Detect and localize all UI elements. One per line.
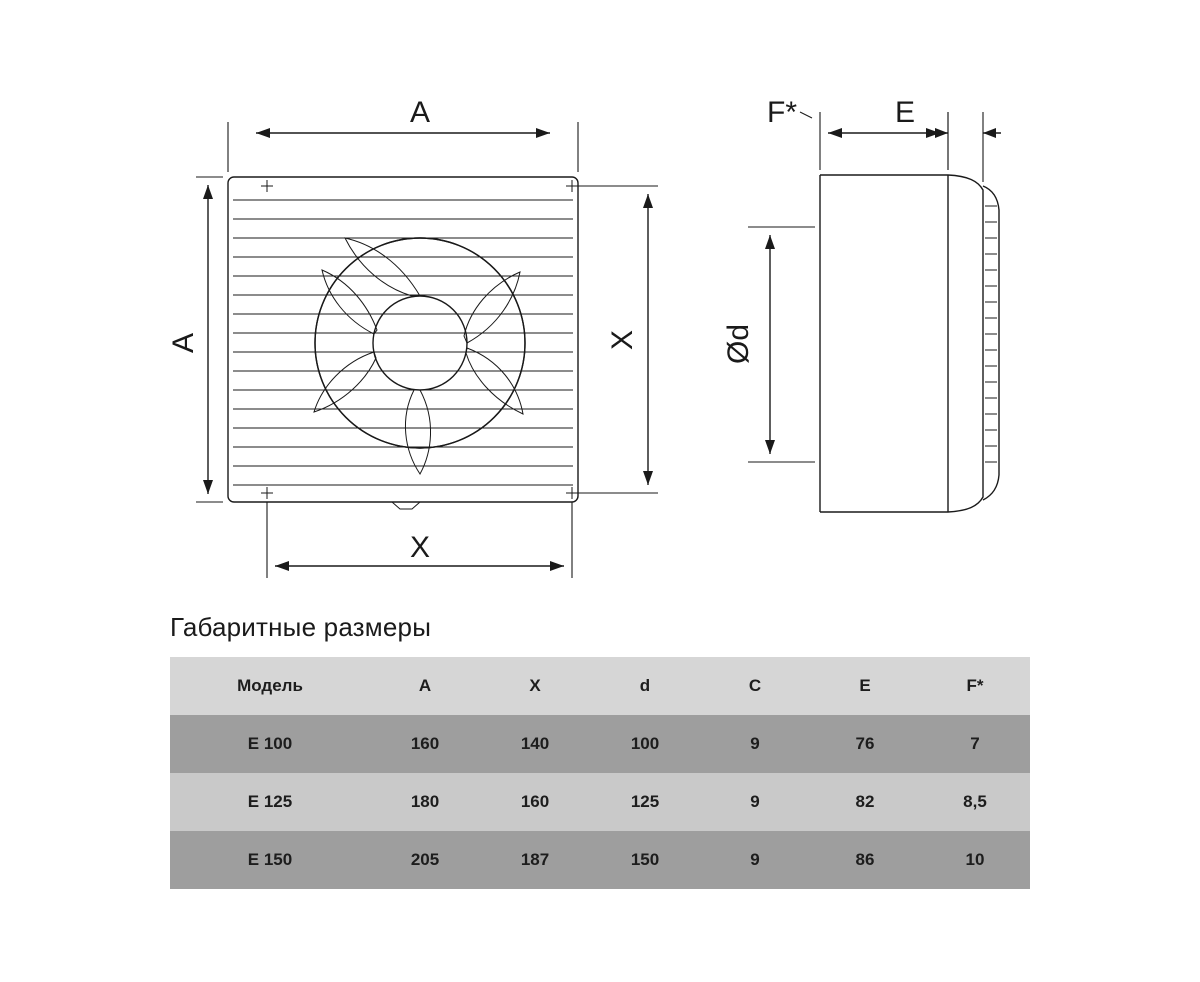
dimension-e-side <box>820 96 948 170</box>
cell-model: E 150 <box>247 850 293 869</box>
cell-x: 160 <box>520 792 550 811</box>
table-row <box>170 715 1030 773</box>
dimension-x-right <box>578 186 658 493</box>
header-e: E <box>859 676 871 695</box>
dimension-x-bottom <box>267 502 572 578</box>
header-d: d <box>639 676 651 695</box>
cell-c: 9 <box>750 850 760 869</box>
cell-d: 100 <box>630 734 660 753</box>
label-x-right: X <box>606 329 639 351</box>
dimension-a-top <box>228 96 578 172</box>
side-view-body <box>820 175 999 512</box>
label-e-side: E <box>894 96 916 129</box>
header-x: X <box>529 676 541 695</box>
cell-c: 9 <box>750 734 760 753</box>
cell-model: E 100 <box>247 734 293 753</box>
cell-a: 160 <box>410 734 440 753</box>
cell-x: 187 <box>520 850 550 869</box>
fan-impeller-icon <box>314 238 525 474</box>
cell-e: 86 <box>855 850 875 869</box>
label-a-left: A <box>167 332 200 354</box>
dimensions-table-wrapper <box>170 657 1030 889</box>
cell-a: 205 <box>410 850 440 869</box>
dimension-d-side <box>722 227 815 462</box>
label-x-bottom: X <box>409 531 431 564</box>
header-a: A <box>418 676 432 695</box>
header-f: F* <box>966 676 984 695</box>
dimensions-table <box>170 657 1030 889</box>
table-header-row <box>170 657 1030 715</box>
cell-x: 140 <box>520 734 550 753</box>
cell-d: 125 <box>630 792 660 811</box>
dimension-a-left <box>167 177 223 502</box>
section-title: Габаритные размеры <box>170 612 432 642</box>
table-row <box>170 831 1030 889</box>
cell-e: 82 <box>855 792 875 811</box>
cell-f: 7 <box>970 734 980 753</box>
label-f-side: F* <box>767 96 797 129</box>
cell-c: 9 <box>750 792 760 811</box>
cell-e: 76 <box>855 734 875 753</box>
header-c: C <box>748 676 762 695</box>
cell-model: E 125 <box>247 792 293 811</box>
mounting-hole-marks <box>261 180 578 499</box>
label-a-top: A <box>409 96 431 129</box>
cell-f: 10 <box>965 850 985 869</box>
table-row <box>170 773 1030 831</box>
cell-d: 150 <box>630 850 660 869</box>
cell-a: 180 <box>410 792 440 811</box>
dimension-f-side <box>767 96 1001 182</box>
label-d-side: Ød <box>722 323 755 365</box>
header-model: Модель <box>237 676 303 695</box>
cell-f: 8,5 <box>963 792 987 811</box>
